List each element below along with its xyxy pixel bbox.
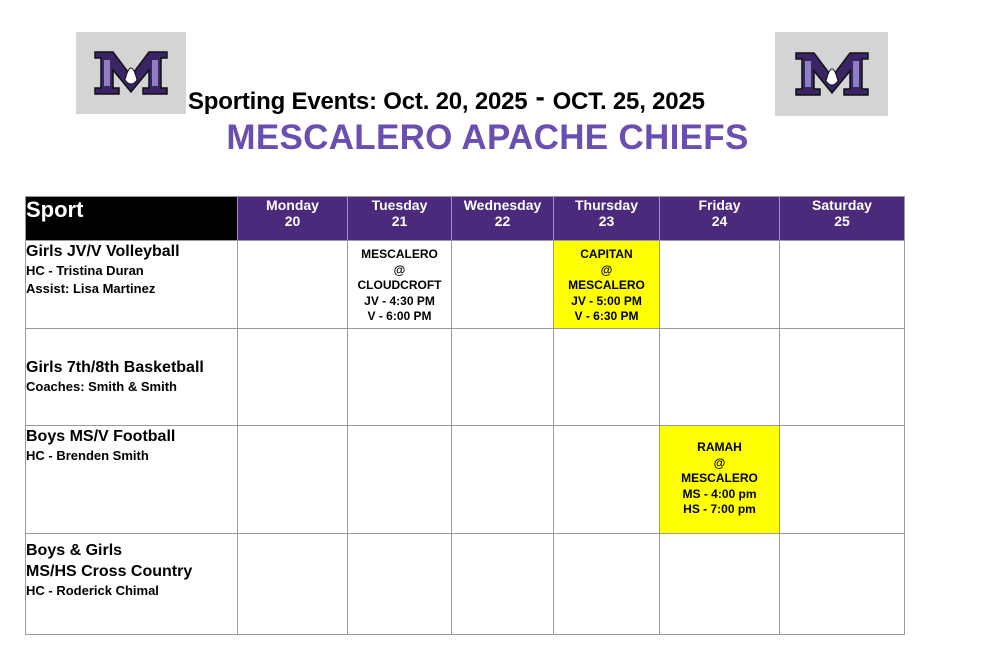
event-cell-thursday: CAPITAN @ MESCALERO JV - 5:00 PM V - 6:30 PM xyxy=(554,241,660,329)
head-coach: HC - Brenden Smith xyxy=(26,448,149,463)
sport-cell xyxy=(26,241,238,329)
sport-cell xyxy=(26,426,238,534)
table-row-cross-country xyxy=(26,534,905,635)
sport-name-line2: MS/HS Cross Country xyxy=(26,563,193,580)
page-title xyxy=(188,81,705,116)
schedule-cell-saturday xyxy=(780,426,905,534)
day-header-thursday: Thursday 23 xyxy=(554,197,660,241)
schedule-cell-friday xyxy=(660,241,780,329)
schedule-cell-saturday xyxy=(780,241,905,329)
schedule-cell-tuesday xyxy=(348,426,452,534)
sport-name-line1: Boys & Girls xyxy=(26,542,123,559)
title-start-date: Sporting Events: Oct. 20, 2025 xyxy=(188,88,528,115)
sport-cell xyxy=(26,329,238,426)
sport-cell xyxy=(26,534,238,635)
head-coach: Coaches: Smith & Smith xyxy=(26,379,177,394)
schedule-cell-tuesday xyxy=(348,329,452,426)
school-logo-left xyxy=(76,32,186,114)
schedule-cell-wednesday xyxy=(452,329,554,426)
day-header-tuesday: Tuesday 21 xyxy=(348,197,452,241)
schedule-cell-monday xyxy=(238,426,348,534)
header-row xyxy=(26,197,905,241)
sport-column-header: Sport xyxy=(26,197,238,241)
sport-name: Boys MS/V Football xyxy=(26,428,176,445)
schedule-cell-monday xyxy=(238,329,348,426)
day-header-wednesday: Wednesday 22 xyxy=(452,197,554,241)
schedule-cell-wednesday xyxy=(452,241,554,329)
table-row-football xyxy=(26,426,905,534)
assistant-coach: Assist: Lisa Martinez xyxy=(26,281,156,296)
head-coach: HC - Roderick Chimal xyxy=(26,583,159,598)
schedule-cell-wednesday xyxy=(452,534,554,635)
event-cell-tuesday: MESCALERO @ CLOUDCROFT JV - 4:30 PM V - 6:00 PM xyxy=(348,241,452,329)
schedule-cell-friday xyxy=(660,329,780,426)
sport-name: Girls JV/V Volleyball xyxy=(26,243,180,260)
schedule-cell-wednesday xyxy=(452,426,554,534)
title-dash: - xyxy=(535,81,545,112)
schedule-cell-tuesday xyxy=(348,534,452,635)
schedule-cell-thursday xyxy=(554,426,660,534)
table-row-volleyball xyxy=(26,241,905,329)
schedule-cell-monday xyxy=(238,534,348,635)
day-header-friday: Friday 24 xyxy=(660,197,780,241)
schedule-table xyxy=(25,196,905,635)
schedule-cell-thursday xyxy=(554,329,660,426)
schedule-cell-saturday xyxy=(780,534,905,635)
schedule-cell-friday xyxy=(660,534,780,635)
mescalero-m-logo-icon xyxy=(792,47,872,101)
event-cell-friday: RAMAH @ MESCALERO MS - 4:00 pm HS - 7:00 pm xyxy=(660,426,780,534)
schedule-cell-thursday xyxy=(554,534,660,635)
sport-name: Girls 7th/8th Basketball xyxy=(26,359,204,376)
mescalero-m-logo-icon xyxy=(91,46,171,100)
day-header-saturday: Saturday 25 xyxy=(780,197,905,241)
school-logo-right xyxy=(775,32,888,116)
head-coach: HC - Tristina Duran xyxy=(26,263,144,278)
school-name: MESCALERO APACHE CHIEFS xyxy=(226,118,749,157)
day-header-monday: Monday 20 xyxy=(238,197,348,241)
title-end-date: OCT. 25, 2025 xyxy=(552,88,705,115)
schedule-cell-monday xyxy=(238,241,348,329)
table-row-basketball xyxy=(26,329,905,426)
schedule-cell-saturday xyxy=(780,329,905,426)
